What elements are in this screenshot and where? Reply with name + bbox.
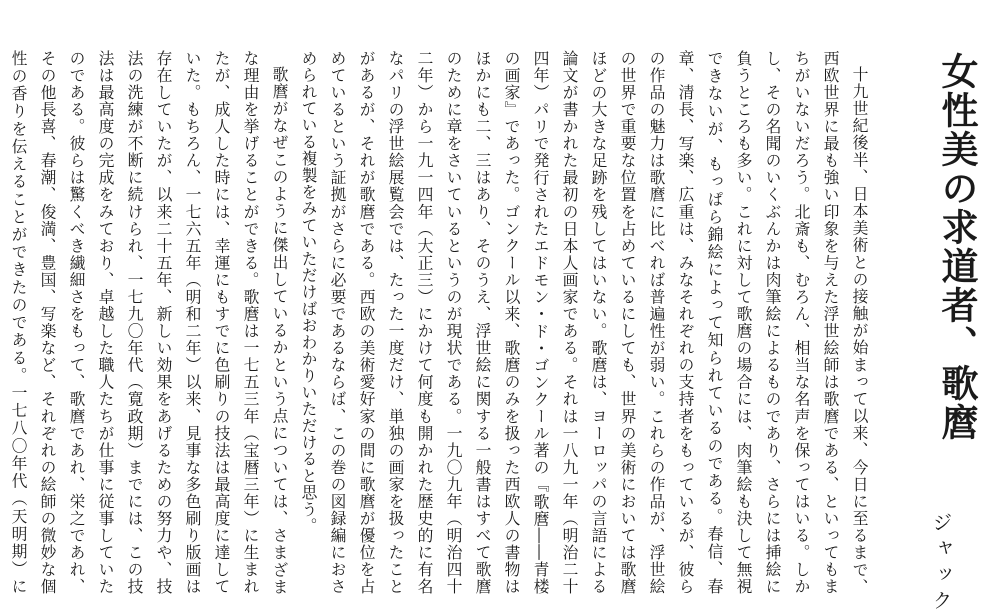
body-paragraph: 歌麿がなぜこのように傑出しているかという点については、さまざまな理由を挙げることができる。歌麿は一七五三年（宝暦三年）に生まれたが、成人した時には、幸運にもすでに色刷りの技法は最高度に達していた。もちろん、一七六五年（明和二年）以来、見事な多色刷り版画は存在していたが、以来二十五年、新しい効果をあげるための努力や、技法の洗練が不断に続けられ、一七九〇年代（寛政期）までには、この技法は最高度の完成をみており、卓越した職人たちが仕事に従事していたのである。彼らは驚くべき繊細さをもって、歌麿であれ、栄之であれ、その他長喜、春潮、俊満、豊国、写楽など、それぞれの絵師の微妙な個性の香りを伝えることができたのである。一七八〇年代（天明期）に xyxy=(9,50,289,595)
author-name: ジャック xyxy=(929,512,953,616)
article-body xyxy=(9,50,874,595)
article-title: 女性美の求道者、歌麿 xyxy=(935,52,979,442)
body-paragraph: 十九世紀後半、日本美術との接触が始まって以来、今日に至るまで、西欧世界に最も強い印象を与えた浮世絵師は歌麿である、といってもまちがいないだろう。北斎も、むろん、相当な名声を保ってはいる。しかし、その名聞のいくぶんかは肉筆絵によるものであり、さらには挿絵に負うところも多い。これに対して歌麿の場合には、肉筆絵も決して無視できないが、もっぱら錦絵によって知られているのである。春信、春章、清長、写楽、広重は、みなそれぞれの支持者をもっているが、彼らの作品の魅力は歌麿に比べれば普遍性が弱い。これらの作品が、浮世絵の世界で重要な位置を占めているにしても、世界の美術においては歌麿ほどの大きな足跡を残してはいない。歌麿は、ヨーロッパの言語による論文が書かれた最初の日本人画家である。それは一八九一年（明治二十四年）パリで発行されたエドモン・ド・ゴンクール著の『歌麿――青楼の画家』であった。ゴンクール以来、歌麿のみを扱った西欧人の書物はほかにも二、三はあり、そのうえ、浮世絵に関する一般書はすべて歌麿のために章をさいているというのが現状である。一九〇九年（明治四十二年）から一九一四年（大正三）にかけて何度も開かれた歴史的に有名なパリの浮世絵展覧会では、たった一度だけ、単独の画家を扱ったことがあるが、それが歌麿である。西欧の美術愛好家の間に歌麿が優位を占めているという証拠がさらに必要であるならば、この巻の図録編におさめられている複製をみていただけばおわかりいただけると思う。 xyxy=(299,50,869,595)
